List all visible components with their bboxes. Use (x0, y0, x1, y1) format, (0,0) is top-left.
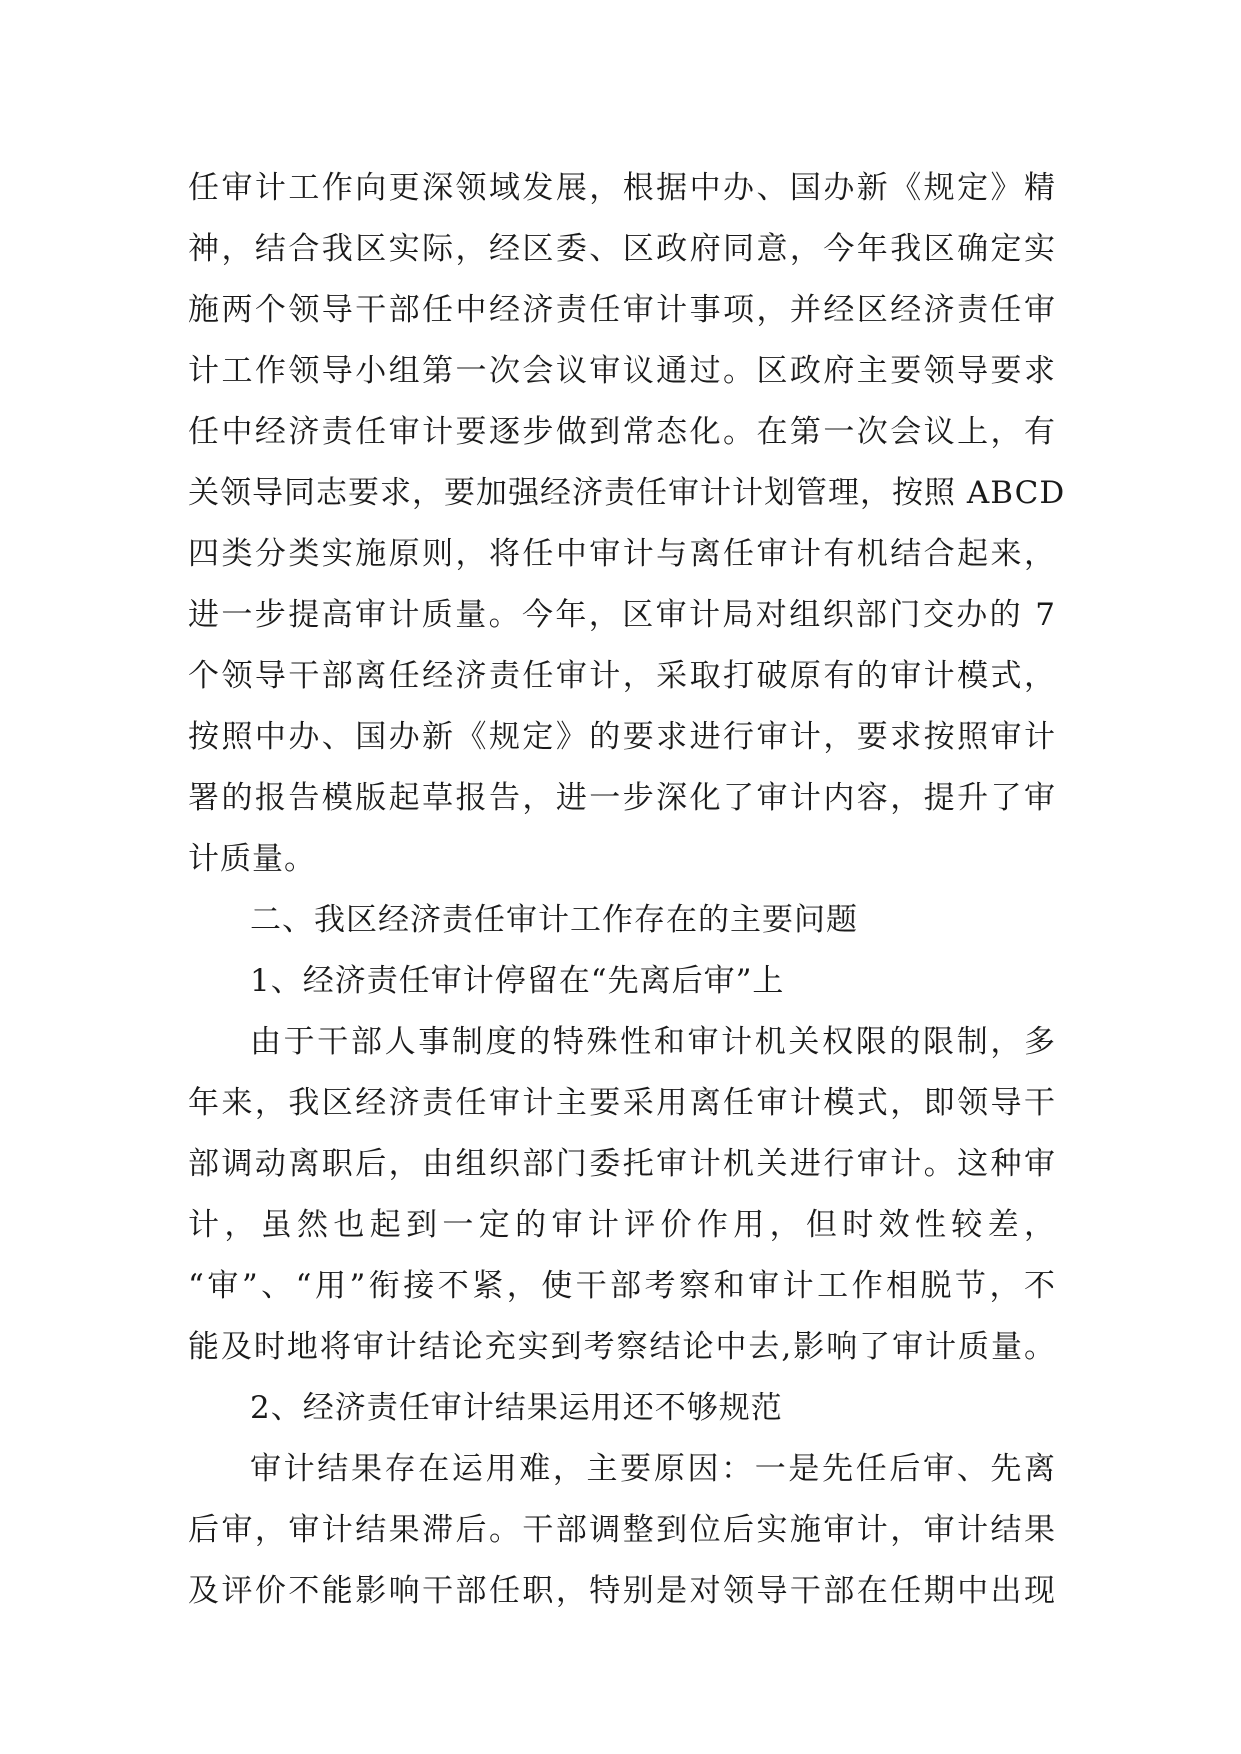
subsection-heading: 1、经济责任审计停留在“先离后审”上 (250, 963, 785, 999)
text-line: 四类分类实施原则，将任中审计与离任审计有机结合起来， (188, 536, 1056, 572)
text-line: “审”、“用”衔接不紧，使干部考察和审计工作相脱节，不 (188, 1268, 1056, 1304)
text-line: 能及时地将审计结论充实到考察结论中去,影响了审计质量。 (188, 1329, 1056, 1365)
text-line: 任审计工作向更深领域发展，根据中办、国办新《规定》精 (188, 170, 1056, 206)
text-line: 按照中办、国办新《规定》的要求进行审计，要求按照审计 (188, 719, 1056, 755)
subsection-heading: 2、经济责任审计结果运用还不够规范 (250, 1390, 783, 1426)
document-body (188, 158, 1066, 1622)
text-line: 关领导同志要求，要加强经济责任审计计划管理，按照 ABCD (188, 475, 1066, 511)
text-line: 计工作领导小组第一次会议审议通过。区政府主要领导要求 (188, 353, 1056, 389)
text-line: 个领导干部离任经济责任审计，采取打破原有的审计模式， (188, 658, 1056, 694)
text-line: 后审，审计结果滞后。干部调整到位后实施审计，审计结果 (188, 1512, 1056, 1548)
text-line: 神，结合我区实际，经区委、区政府同意，今年我区确定实 (188, 231, 1056, 267)
text-line: 计，虽然也起到一定的审计评价作用，但时效性较差， (188, 1207, 1056, 1243)
text-line: 及评价不能影响干部任职，特别是对领导干部在任期中出现 (188, 1573, 1056, 1609)
text-line: 任中经济责任审计要逐步做到常态化。在第一次会议上，有 (188, 414, 1056, 450)
text-line: 年来，我区经济责任审计主要采用离任审计模式，即领导干 (188, 1085, 1056, 1121)
text-line: 施两个领导干部任中经济责任审计事项，并经区经济责任审 (188, 292, 1056, 328)
text-line: 计质量。 (188, 841, 316, 877)
text-line: 由于干部人事制度的特殊性和审计机关权限的限制，多 (250, 1024, 1056, 1060)
text-line: 进一步提高审计质量。今年，区审计局对组织部门交办的 7 (188, 597, 1056, 633)
section-heading: 二、我区经济责任审计工作存在的主要问题 (250, 902, 858, 938)
text-line: 部调动离职后，由组织部门委托审计机关进行审计。这种审 (188, 1146, 1056, 1182)
text-line: 审计结果存在运用难，主要原因：一是先任后审、先离 (250, 1451, 1056, 1487)
text-line: 署的报告模版起草报告，进一步深化了审计内容，提升了审 (188, 780, 1056, 816)
